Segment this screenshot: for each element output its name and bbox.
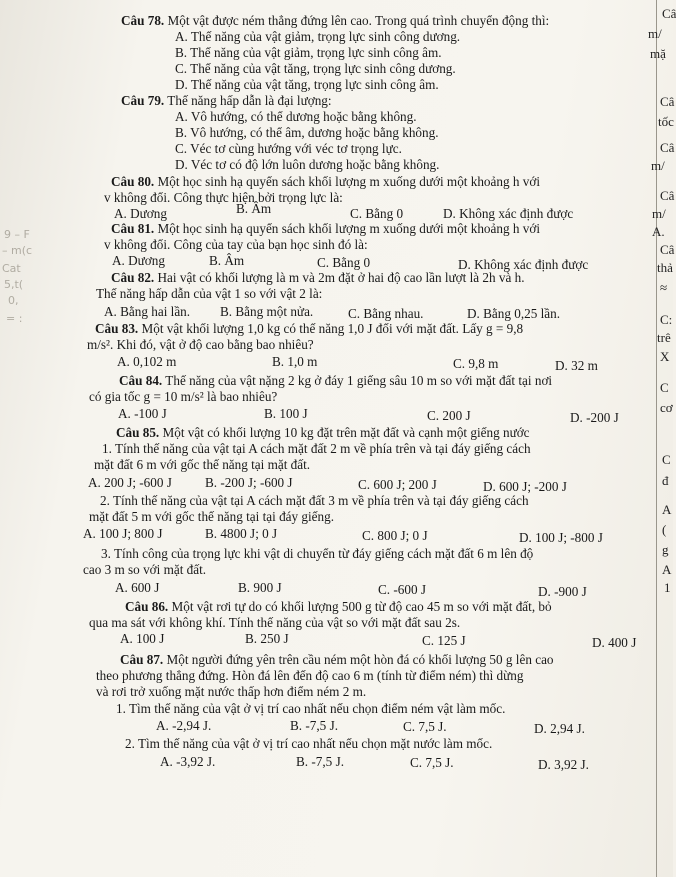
question-82 [111, 270, 525, 286]
option-c: C. Bằng 0 [350, 206, 404, 221]
question-text-line: m/s². Khi đó, vật ở độ cao bằng bao nhiêu? [87, 337, 314, 352]
question-85-part3: 3. Tính công của trọng lực khi vật di chuyển từ đáy giếng cách mặt đất 6 m lên độ [101, 546, 534, 561]
side-text: Câ [660, 188, 675, 203]
question-number: Câu 87. [120, 652, 164, 667]
option-c: C. 125 J [422, 633, 466, 648]
option-a: A. 200 J; -600 J [88, 475, 172, 490]
option-c: C. Véc tơ cùng hướng với véc tơ trọng lực. [175, 141, 402, 156]
question-text-line: có gia tốc g = 10 m/s² là bao nhiêu? [89, 389, 278, 404]
option-a: A. Dương [112, 253, 165, 268]
side-text: ( [662, 522, 667, 537]
side-text: tốc [658, 114, 674, 129]
option-b: B. 1,0 m [272, 354, 318, 369]
question-text: Một học sinh hạ quyển sách khối lượng m xuống dưới một khoảng h với [154, 174, 540, 189]
side-text: A. [652, 224, 665, 239]
question-text: Hai vật có khối lượng là m và 2m đặt ở hai độ cao lần lượt là 2h và h. [154, 270, 525, 285]
question-number: Câu 85. [116, 425, 160, 440]
question-81 [111, 221, 540, 237]
question-text-line: cao 3 m so với mặt đất. [83, 562, 207, 577]
option-d: D. -200 J [570, 410, 619, 425]
option-d: D. Không xác định được [443, 206, 574, 221]
question-text: Một vật rơi tự do có khối lượng 500 g từ độ cao 45 m so với mặt đất, bỏ [168, 599, 552, 614]
option-c: C. Bằng 0 [317, 255, 371, 270]
option-b: B. -7,5 J. [290, 718, 338, 733]
option-b: B. Bằng một nửa. [220, 304, 314, 319]
question-text: Một học sinh hạ quyển sách khối lượng m xuống dưới một khoảng h với [154, 221, 540, 236]
question-78 [121, 13, 549, 29]
question-text-line: 1. Tìm thế năng của vật ở vị trí cao nhất nếu chọn điểm ném vật làm mốc. [116, 701, 506, 716]
option-a: A. Vô hướng, có thể dương hoặc bằng không. [175, 109, 417, 124]
option-a: A. -100 J [118, 406, 167, 421]
margin-scribble: = : [6, 312, 23, 325]
option-a: A. Bằng hai lần. [104, 304, 191, 319]
question-text-line: v không đổi. Công của tay của bạn học sinh đó là: [104, 237, 368, 252]
page-column-divider [656, 0, 657, 877]
option-d: D. 100 J; -800 J [519, 530, 603, 545]
option-d: D. 3,92 J. [538, 757, 589, 772]
option-b: B. Âm [236, 201, 272, 216]
question-text: Một vật được ném thẳng đứng lên cao. Trong quá trình chuyển động thì: [164, 13, 550, 28]
question-79 [121, 93, 332, 109]
margin-scribble: – m(c [2, 244, 33, 257]
side-text: trê [657, 330, 671, 345]
question-85 [116, 425, 530, 441]
side-text: X [660, 349, 670, 364]
question-number: Câu 82. [111, 270, 155, 285]
option-d: D. 600 J; -200 J [483, 479, 567, 494]
option-d: D. Bằng 0,25 lần. [467, 306, 561, 321]
side-text: Câ [660, 140, 675, 155]
question-number: Câu 86. [125, 599, 169, 614]
question-number: Câu 81. [111, 221, 155, 236]
option-c: C. 9,8 m [453, 356, 499, 371]
option-a: A. 600 J [115, 580, 160, 595]
option-a: A. -2,94 J. [156, 718, 212, 733]
side-text: A [662, 502, 672, 517]
option-c: C. 800 J; 0 J [362, 528, 428, 543]
question-number: Câu 83. [95, 321, 139, 336]
question-text-line: qua ma sát với không khí. Tính thế năng của vật so với mặt đất sau 2s. [89, 615, 461, 630]
question-text-line: theo phương thẳng đứng. Hòn đá lên đến độ cao 6 m (tính từ điểm ném) thì dừng [96, 668, 524, 683]
question-number: Câu 84. [119, 373, 163, 388]
option-d: D. 32 m [555, 358, 598, 373]
option-b: B. Vô hướng, có thể âm, dương hoặc bằng không. [175, 125, 439, 140]
option-c: C. -600 J [378, 582, 426, 597]
side-text: g [662, 542, 669, 557]
option-c: C. Thế năng của vật tăng, trọng lực sinh công dương. [175, 61, 456, 76]
question-text-line: 1. Tính thế năng của vật tại A cách mặt đất 2 m về phía trên và tại đáy giếng cách [102, 441, 531, 456]
option-d: D. Thế năng của vật tăng, trọng lực sinh công âm. [175, 77, 439, 92]
side-text: m/ [648, 26, 662, 41]
question-number: Câu 79. [121, 93, 165, 108]
side-text: C [660, 380, 669, 395]
side-text: Câ [660, 94, 675, 109]
question-number: Câu 78. [121, 13, 165, 28]
question-86 [125, 599, 552, 615]
margin-scribble: Cat [2, 262, 21, 275]
question-text: Thế năng của vật nặng 2 kg ở đáy 1 giếng sâu 10 m so với mặt đất tại nơi [162, 373, 553, 388]
side-text: m/ [651, 158, 665, 173]
question-87-part2: 2. Tìm thế năng của vật ở vị trí cao nhất nếu chọn mặt nước làm mốc. [125, 736, 493, 751]
side-text: C [662, 452, 671, 467]
question-87 [120, 652, 554, 668]
option-d: D. Không xác định được [458, 257, 589, 272]
side-text: ≈ [660, 280, 668, 295]
option-b: B. -200 J; -600 J [205, 475, 293, 490]
question-text: Một vật khối lượng 1,0 kg có thế năng 1,0 J đối với mặt đất. Lấy g = 9,8 [138, 321, 524, 336]
option-b: B. Thế năng của vật giảm, trọng lực sinh công âm. [175, 45, 442, 60]
option-a: A. Thế năng của vật giảm, trọng lực sinh công dương. [175, 29, 461, 44]
option-d: D. 400 J [592, 635, 637, 650]
option-a: A. -3,92 J. [160, 754, 216, 769]
side-text: A [662, 562, 672, 577]
side-text: C: [660, 312, 673, 327]
question-85-part2: 2. Tính thế năng của vật tại A cách mặt đất 3 m về phía trên và tại đáy giếng cách [100, 493, 529, 508]
side-text: thả [657, 260, 673, 275]
option-d: D. 2,94 J. [534, 721, 585, 736]
question-text: Thế năng hấp dẫn là đại lượng: [164, 93, 332, 108]
margin-scribble: 5,t( [4, 278, 24, 291]
margin-scribble: 9 – F [4, 228, 30, 241]
option-b: B. 900 J [238, 580, 282, 595]
option-b: B. 100 J [264, 406, 308, 421]
option-c: C. 7,5 J. [410, 755, 454, 770]
option-c: C. 200 J [427, 408, 471, 423]
option-c: C. Bằng nhau. [348, 306, 424, 321]
question-text-line: mặt đất 6 m với gốc thế năng tại mặt đất. [94, 457, 311, 472]
option-c: C. 600 J; 200 J [358, 477, 437, 492]
option-c: C. 7,5 J. [403, 719, 447, 734]
option-a: A. 0,102 m [117, 354, 177, 369]
option-b: B. Âm [209, 253, 245, 268]
margin-scribble: 0, [8, 294, 19, 307]
option-a: A. Dương [114, 206, 167, 221]
side-text: Câ [662, 6, 676, 21]
option-d: D. -900 J [538, 584, 587, 599]
option-b: B. -7,5 J. [296, 754, 344, 769]
side-text: m/ [652, 206, 666, 221]
question-text: Một vật có khối lượng 10 kg đặt trên mặt đất và cạnh một giếng nước [159, 425, 530, 440]
option-d: D. Véc tơ có độ lớn luôn dương hoặc bằng không. [175, 157, 440, 172]
question-text: Một người đứng yên trên cầu ném một hòn đá có khối lượng 50 g lên cao [163, 652, 554, 667]
question-text-line: mặt đất 5 m với gốc thế năng tại tại đáy giếng. [89, 509, 335, 524]
question-80 [111, 174, 540, 190]
side-text: 1 [664, 580, 671, 595]
side-text: đ [662, 473, 669, 488]
option-b: B. 4800 J; 0 J [205, 526, 278, 541]
question-text-line: và rơi trở xuống mặt nước thấp hơn điểm ném 2 m. [96, 684, 367, 699]
question-83 [95, 321, 523, 337]
question-84 [119, 373, 552, 389]
question-number: Câu 80. [111, 174, 155, 189]
side-text: mặ [650, 46, 666, 61]
side-text: Câ [660, 242, 675, 257]
question-text-line: Thế năng hấp dẫn của vật 1 so với vật 2 là: [96, 286, 323, 301]
option-b: B. 250 J [245, 631, 289, 646]
question-text-line: v không đổi. Công thực hiện bởi trọng lực là: [104, 190, 343, 205]
option-a: A. 100 J; 800 J [83, 526, 163, 541]
side-text: cơ [660, 400, 673, 415]
option-a: A. 100 J [120, 631, 165, 646]
